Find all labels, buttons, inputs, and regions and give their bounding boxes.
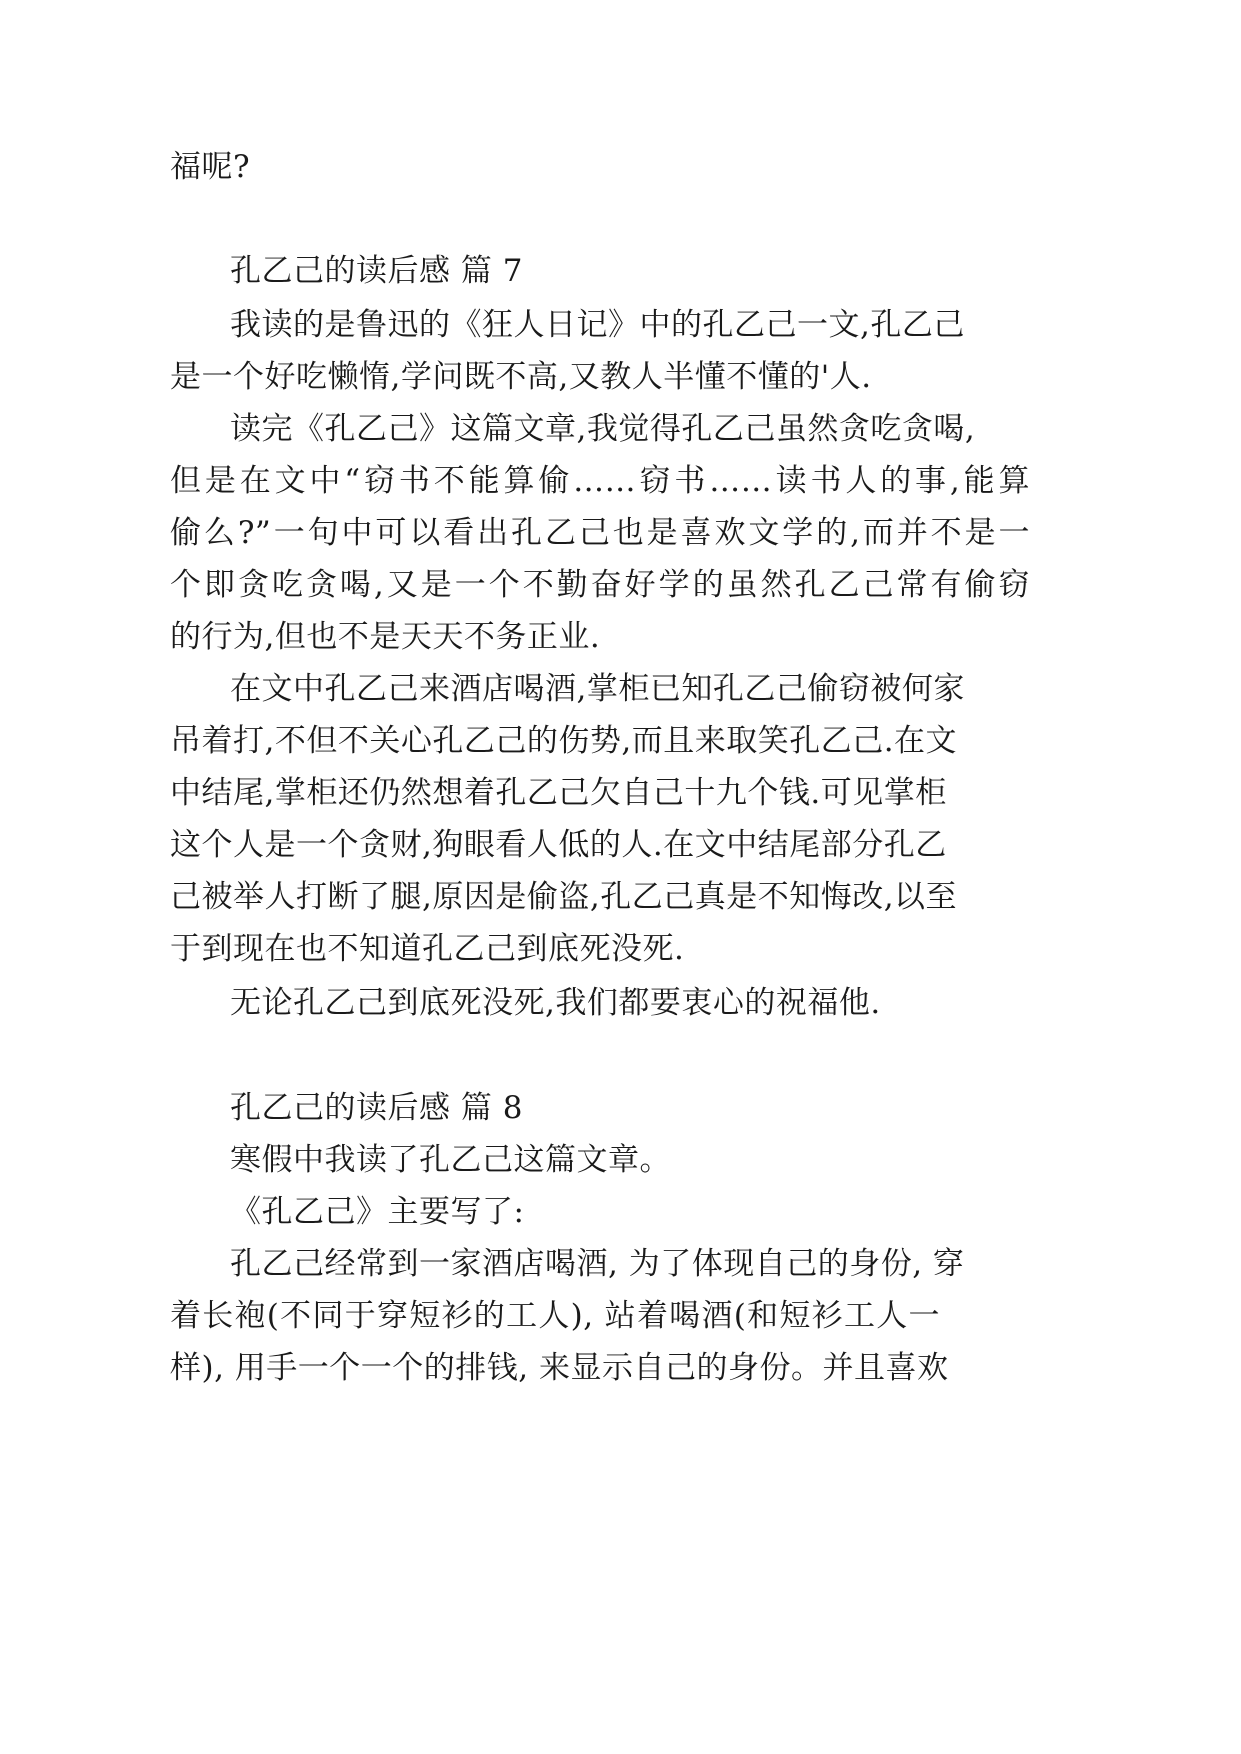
paragraph-line: 但是在文中“窃书不能算偷……窃书……读书人的事,能算 <box>170 463 1030 499</box>
paragraph-line: 吊着打,不但不关心孔乙己的伤势,而且来取笑孔乙己.在文 <box>170 723 958 759</box>
paragraph-line: 中结尾,掌柜还仍然想着孔乙己欠自己十九个钱.可见掌柜 <box>170 775 947 811</box>
paragraph-line: 读完《孔乙己》这篇文章,我觉得孔乙己虽然贪吃贪喝, <box>230 411 976 447</box>
paragraph-line: 无论孔乙己到底死没死,我们都要衷心的祝福他. <box>230 985 881 1021</box>
paragraph-line: 孔乙己经常到一家酒店喝酒, 为了体现自己的身份, 穿 <box>230 1246 965 1282</box>
paragraph-line: 《孔乙己》主要写了: <box>230 1194 525 1230</box>
paragraph-line: 己被举人打断了腿,原因是偷盗,孔乙己真是不知悔改,以至 <box>170 879 958 915</box>
section-heading: 孔乙己的读后感 篇 8 <box>230 1090 523 1126</box>
paragraph-line: 样), 用手一个一个的排钱, 来显示自己的身份。并且喜欢 <box>170 1350 949 1386</box>
paragraph-line: 偷么?”一句中可以看出孔乙己也是喜欢文学的,而并不是一 <box>170 515 1030 551</box>
paragraph-line: 我读的是鲁迅的《狂人日记》中的孔乙己一文,孔乙己 <box>230 307 965 343</box>
paragraph-line: 个即贪吃贪喝,又是一个不勤奋好学的虽然孔乙己常有偷窃 <box>170 567 1030 603</box>
paragraph-line: 是一个好吃懒惰,学问既不高,又教人半懂不懂的'人. <box>170 359 872 395</box>
paragraph-line: 在文中孔乙己来酒店喝酒,掌柜已知孔乙己偷窃被何家 <box>230 671 965 707</box>
paragraph-line: 于到现在也不知道孔乙己到底死没死. <box>170 931 685 967</box>
paragraph-line: 这个人是一个贪财,狗眼看人低的人.在文中结尾部分孔乙 <box>170 827 947 863</box>
text-line: 福呢? <box>170 149 251 185</box>
paragraph-line: 的行为,但也不是天天不务正业. <box>170 619 601 655</box>
paragraph-line: 着长袍(不同于穿短衫的工人), 站着喝酒(和短衫工人一 <box>170 1298 940 1334</box>
paragraph-line: 寒假中我读了孔乙己这篇文章。 <box>230 1142 671 1178</box>
section-heading: 孔乙己的读后感 篇 7 <box>230 253 523 289</box>
